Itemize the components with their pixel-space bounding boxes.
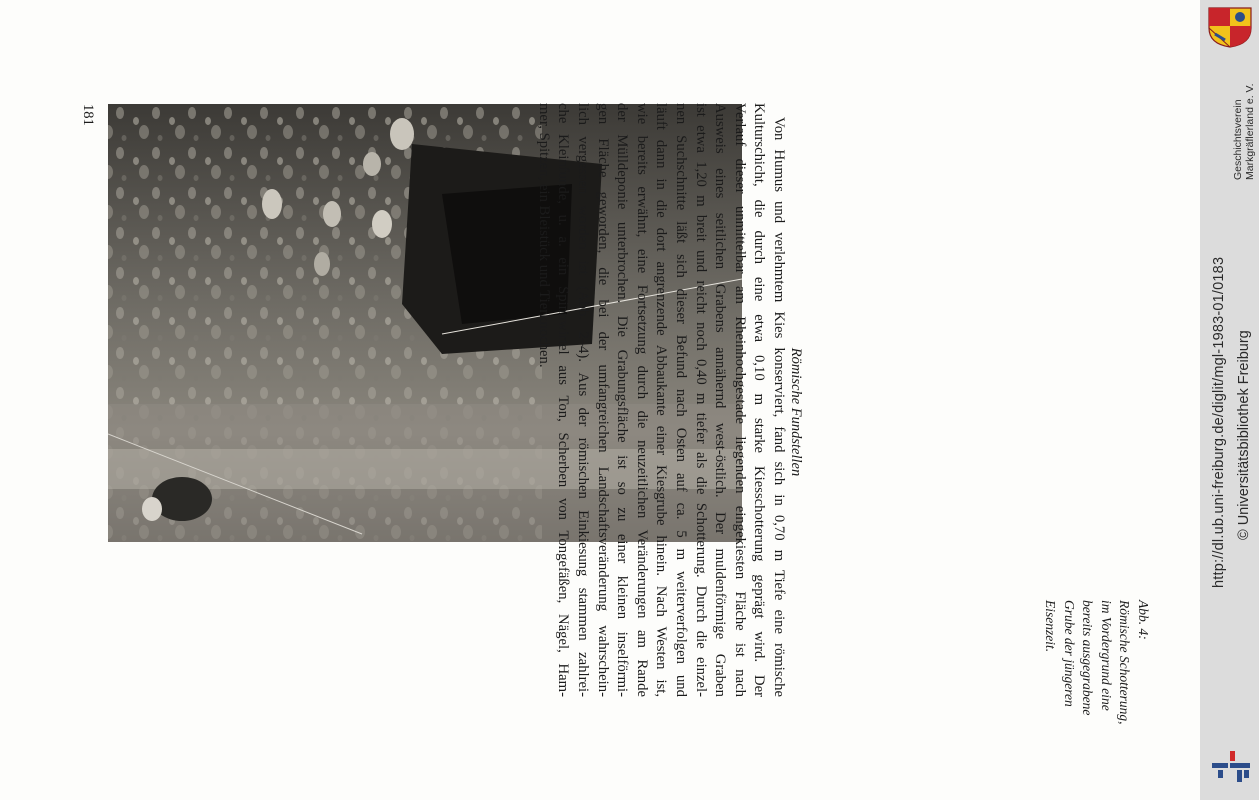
caption-line: bereits ausgegrabene <box>1080 600 1096 716</box>
body-line: läuft dann in die dort angrenzende Abbaukante einer Kiesgrube hinein. Nach Westen ist, <box>653 103 670 697</box>
caption-line: Eisenzeit. <box>1043 600 1059 653</box>
body-line: der Mülldeponie unterbrochen. Die Grabungsfläche ist so zu einer kleinen inselförmi- <box>614 103 631 697</box>
copyright-notice: © Universitätsbibliothek Freiburg <box>1236 330 1252 540</box>
body-line: Ausweis eines seitlichen Grabens annähernd west-östlich. Der muldenförmige Graben <box>712 103 729 697</box>
body-line: wie bereits erwähnt, eine Fortsetzung durch die neuzeitlichen Veränderungen am Rande <box>633 103 650 697</box>
section-heading: Römische Fundstellen <box>788 347 804 477</box>
coat-of-arms-icon <box>1207 6 1253 48</box>
figure-caption <box>1042 600 1152 750</box>
body-line: Von Humus und verlehmtem Kies konserviert, fand sich in 0,70 m Tiefe eine römische <box>771 117 787 697</box>
document-url-link[interactable]: http://dl.ub.uni-freiburg.de/diglit/mgl-1983-01/0183 <box>1211 256 1227 588</box>
caption-line: Römische Schotterung, <box>1117 600 1133 725</box>
body-line: nen Suchschnitte läßt sich dieser Befund nach Osten auf ca. 5 m weiterverfolgen und <box>673 103 690 697</box>
body-line: Verlauf dieser unmittelbar am Rheinhochgestade liegenden eingekiesten Fläche ist nach <box>731 103 748 697</box>
page-number: 181 <box>80 104 96 126</box>
caption-line: Grube der jüngeren <box>1062 600 1077 707</box>
caption-line: im Vordergrund eine <box>1099 600 1114 711</box>
university-library-logo-icon <box>1210 748 1252 784</box>
body-line: che Kleinfunde, u. a. ein Spinnwirtel aus Ton, Scherben von Tongefäßen, Nägel, Ham- <box>555 103 572 697</box>
society-name-line2: Markgräflerland e. V. <box>1244 83 1256 180</box>
body-line: ist etwa 1,20 m breit und reicht noch 0,40 m tiefer als die Schotterung. Durch die einzel- <box>692 103 709 697</box>
body-line: mer, Spitzen, ein Bleistück und Tierknochen. <box>535 103 552 368</box>
body-line: Kulturschicht, die durch eine etwa 0,10 m starke Kiesschotterung geprägt wird. Der <box>751 103 768 697</box>
body-paragraph <box>453 103 788 697</box>
body-line: lich vergessen worden ist (Abb. 2–4). Aus der römischen Einkiesung stammen zahlrei- <box>575 103 592 697</box>
society-name-line1: Geschichtsverein <box>1232 99 1244 180</box>
body-line: gen Fläche geworden, die bei der umfangreichen Landschaftsveränderung wahrschein- <box>594 103 611 697</box>
caption-line: Abb. 4: <box>1136 600 1151 640</box>
